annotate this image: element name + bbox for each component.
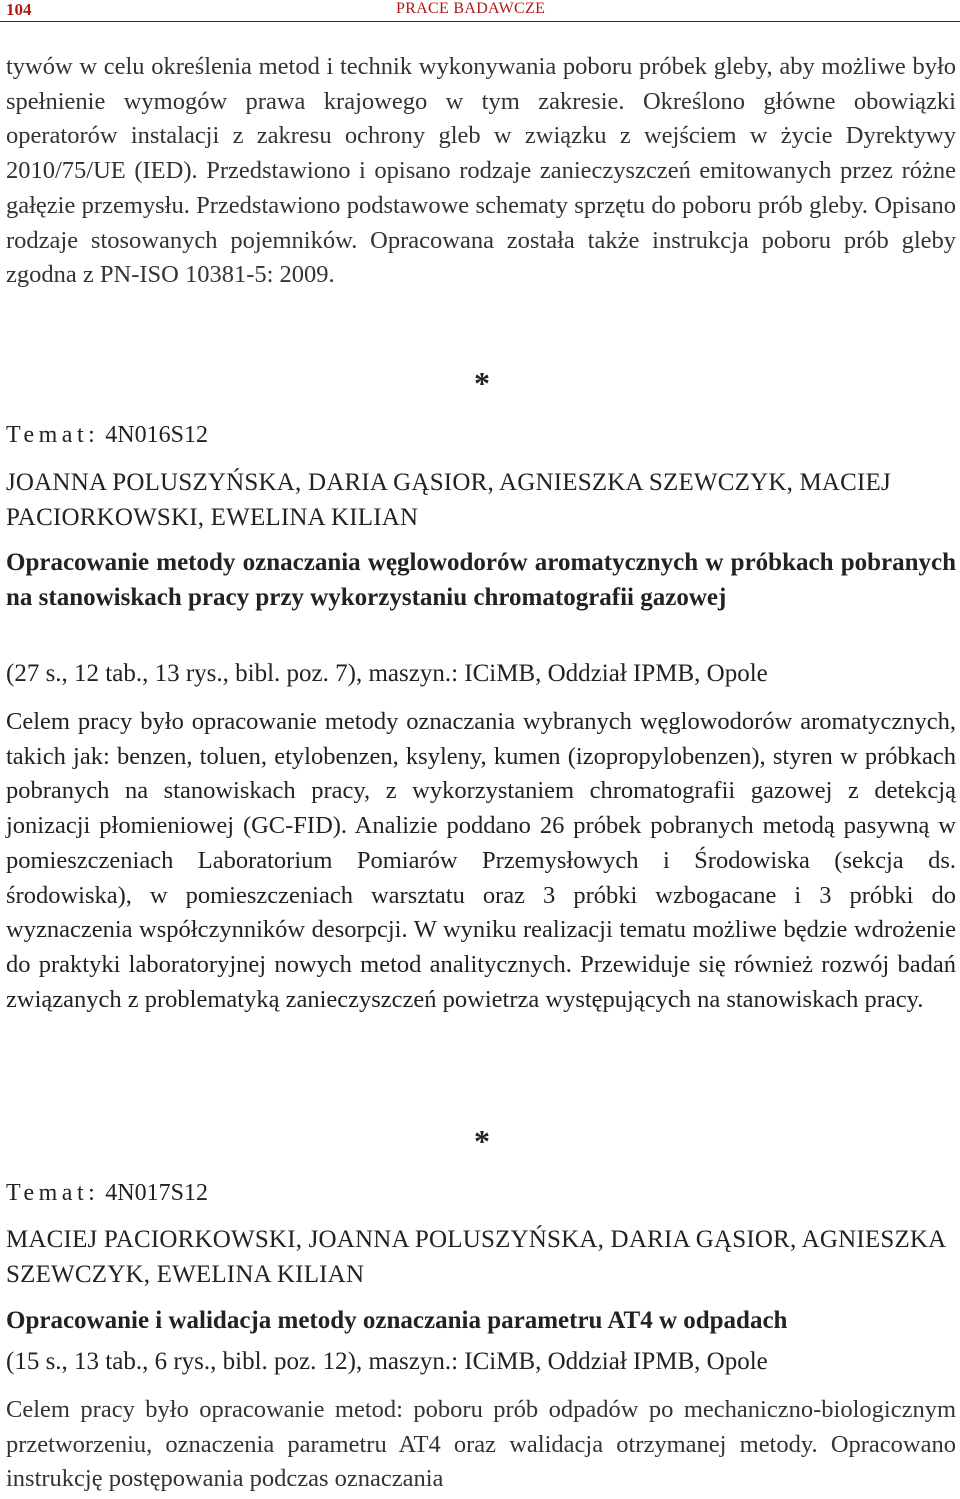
tema-label: Temat: bbox=[6, 1180, 100, 1206]
intro-paragraph: tywów w celu określenia metod i technik wykonywania poboru próbek gleby, aby możliwe było spełnienie wymogów prawa krajowego w tym zakresie. Określono główne obowiązki operatorów instalacji z zakresu ochrony gleb w związku z wejściem w życie Dyrektywy 2010/75/UE (IED). Przedstawiono i opisano rodzaje zanieczyszczeń emitowanych przez różne gałęzie przemysłu. Przedstawiono podstawowe schematy sprzętu do poboru prób gleby. Opisano rodzaje stosowanych pojemników. Opracowana została także instrukcja poboru prób gleby zgodna z PN-ISO 10381-5: 2009. bbox=[6, 53, 956, 289]
entry-2-authors: MACIEJ PACIORKOWSKI, JOANNA POLUSZYŃSKA, DARIA GĄSIOR, AGNIESZKA SZEWCZYK, EWELINA KILIAN bbox=[6, 1226, 946, 1288]
entry-1-meta: (27 s., 12 tab., 13 rys., bibl. poz. 7), maszyn.: ICiMB, Oddział IPMB, Opole bbox=[6, 660, 768, 687]
tema-code: 4N016S12 bbox=[105, 422, 208, 448]
entry-2-title: Opracowanie i walidacja metody oznaczania parametru AT4 w odpadach bbox=[6, 1307, 788, 1334]
entry-1-authors: JOANNA POLUSZYŃSKA, DARIA GĄSIOR, AGNIESZKA SZEWCZYK, MACIEJ PACIORKOWSKI, EWELINA KILIAN bbox=[6, 469, 891, 531]
section-separator-2: * bbox=[474, 1123, 490, 1159]
section-separator-1: * bbox=[474, 365, 490, 401]
entry-1-title: Opracowanie metody oznaczania węglowodorów aromatycznych w próbkach pobranych na stanowiskach pracy przy wykorzystaniu chromatografii gazowej bbox=[6, 549, 956, 611]
entry-2-abstract: Celem pracy było opracowanie metod: poboru prób odpadów po mechaniczno-biologicznym przetworzeniu, oznaczenia parametru AT4 oraz walidacja otrzymanej metody. Opracowano instrukcję postępowania podczas oznaczania bbox=[6, 1396, 956, 1493]
running-title: PRACE BADAWCZE bbox=[396, 0, 546, 17]
entry-2-meta: (15 s., 13 tab., 6 rys., bibl. poz. 12), maszyn.: ICiMB, Oddział IPMB, Opole bbox=[6, 1348, 768, 1375]
entry-1-abstract: Celem pracy było opracowanie metody oznaczania wybranych węglowodorów aromatycznych, takich jak: benzen, toluen, etylobenzen, ksyleny, kumen (izopropylobenzen), styren w próbkach pobranych na stanowiskach pracy, z wykorzystaniem chromatografii gazowej z detekcją jonizacji płomieniowej (GC-FID). Analizie poddano 26 próbek pobranych metodą pasywną w pomieszczeniach Laboratorium Pomiarów Przemysłowych i Środowiska (sekcja ds. środowiska), w pomieszczeniach warsztatu oraz 3 próbki wzbogacane i 3 próbki do wyznaczenia współczynników desorpcji. W wyniku realizacji tematu możliwe będzie wdrożenie do praktyki laboratoryjnej nowych metod analitycznych. Przewiduje się również rozwój badań związanych z problematyką zanieczyszczeń powietrza występujących na stanowiskach pracy. bbox=[6, 708, 956, 1013]
page-number: 104 bbox=[6, 0, 32, 19]
tema-code: 4N017S12 bbox=[105, 1180, 208, 1206]
tema-line-1 bbox=[6, 422, 208, 449]
tema-line-2 bbox=[6, 1180, 208, 1207]
page-header bbox=[0, 0, 960, 22]
tema-label: Temat: bbox=[6, 422, 100, 448]
header-rule bbox=[0, 21, 960, 22]
